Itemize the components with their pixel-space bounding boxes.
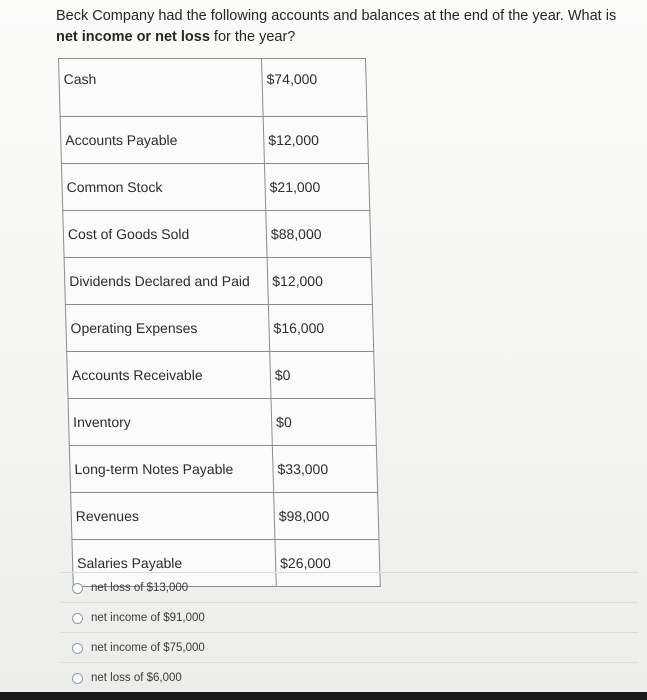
account-name: Salaries Payable: [72, 540, 276, 587]
table-row: [63, 211, 371, 258]
account-name: Operating Expenses: [65, 305, 269, 352]
account-name: Accounts Receivable: [67, 352, 271, 399]
divider: [60, 632, 638, 633]
account-amount: $16,000: [268, 305, 373, 352]
divider: [60, 572, 638, 573]
account-name: Dividends Declared and Paid: [64, 258, 268, 305]
account-amount: $12,000: [263, 117, 368, 164]
account-amount: $0: [270, 352, 375, 399]
radio-button-icon[interactable]: [72, 673, 83, 684]
answer-choice-3[interactable]: [72, 642, 205, 654]
question-text-part-2: for the year?: [209, 29, 296, 45]
account-amount: $98,000: [274, 493, 379, 540]
answer-choice-label: net loss of $13,000: [91, 582, 189, 594]
answer-choice-label: net income of $91,000: [91, 612, 205, 624]
account-name: Accounts Payable: [60, 117, 264, 164]
account-name: Cost of Goods Sold: [63, 211, 267, 258]
question-bold-phrase: net income or net loss: [56, 29, 210, 45]
account-amount: $74,000: [262, 59, 368, 117]
radio-button-icon[interactable]: [72, 613, 83, 624]
table-row: [68, 399, 376, 446]
account-name: Common Stock: [61, 164, 265, 211]
answer-choice-2[interactable]: [72, 612, 205, 624]
table-row: [64, 258, 372, 305]
account-name: Long-term Notes Payable: [69, 446, 273, 493]
table-row: [72, 540, 380, 587]
answer-choice-label: net loss of $6,000: [91, 672, 182, 684]
account-amount: $88,000: [266, 211, 371, 258]
table-row: [59, 59, 368, 117]
account-amount: $33,000: [272, 446, 377, 493]
answer-choice-1[interactable]: [72, 582, 188, 594]
table-row: [69, 446, 377, 493]
accounts-table: [58, 58, 381, 587]
account-name: Revenues: [71, 493, 275, 540]
table-row: [67, 352, 375, 399]
table-row: [65, 305, 373, 352]
question-text-part-1: Beck Company had the following accounts and balances at the end of the year. What is: [56, 8, 617, 24]
radio-button-icon[interactable]: [72, 583, 83, 594]
account-amount: $0: [271, 399, 376, 446]
screen-bottom-edge: [0, 692, 647, 700]
divider: [60, 662, 638, 663]
table-row: [61, 164, 369, 211]
table-row: [60, 117, 368, 164]
account-name: Cash: [59, 59, 264, 117]
question-text: [56, 6, 634, 48]
account-name: Inventory: [68, 399, 272, 446]
account-amount: $21,000: [264, 164, 369, 211]
account-amount: $12,000: [267, 258, 372, 305]
divider: [60, 602, 638, 603]
radio-button-icon[interactable]: [72, 643, 83, 654]
answer-choice-4[interactable]: [72, 672, 182, 684]
account-amount: $26,000: [275, 540, 380, 587]
answer-choice-label: net income of $75,000: [91, 642, 205, 654]
table-row: [71, 493, 379, 540]
